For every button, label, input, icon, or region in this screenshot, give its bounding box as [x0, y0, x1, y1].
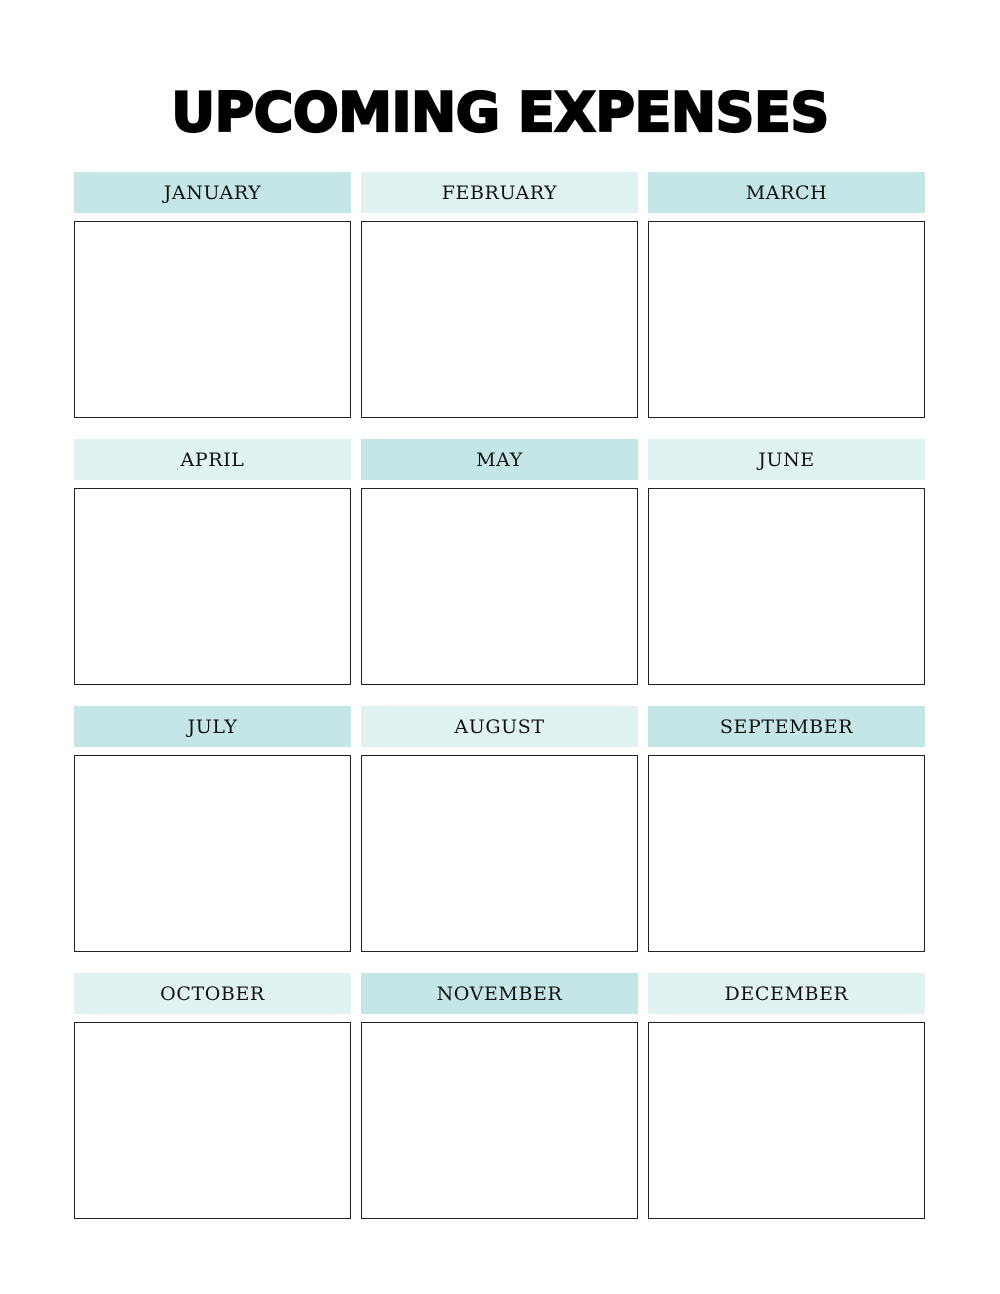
month-box-june[interactable]: [648, 488, 925, 685]
month-box-july[interactable]: [74, 755, 351, 952]
month-cell-march: [648, 172, 925, 419]
month-header-may: MAY: [361, 439, 638, 480]
month-header-october: OCTOBER: [74, 973, 351, 1014]
month-cell-november: [361, 973, 638, 1220]
month-header-july: JULY: [74, 706, 351, 747]
month-box-december[interactable]: [648, 1022, 925, 1219]
month-cell-april: [74, 439, 351, 686]
page-title: UPCOMING EXPENSES: [171, 81, 829, 144]
month-box-september[interactable]: [648, 755, 925, 952]
month-box-april[interactable]: [74, 488, 351, 685]
month-cell-december: [648, 973, 925, 1220]
month-cell-february: [361, 172, 638, 419]
month-box-january[interactable]: [74, 221, 351, 418]
month-header-september: SEPTEMBER: [648, 706, 925, 747]
month-header-november: NOVEMBER: [361, 973, 638, 1014]
month-cell-august: [361, 706, 638, 953]
month-cell-may: [361, 439, 638, 686]
month-box-march[interactable]: [648, 221, 925, 418]
months-grid: [74, 172, 926, 1220]
month-cell-july: [74, 706, 351, 953]
month-box-may[interactable]: [361, 488, 638, 685]
month-cell-june: [648, 439, 925, 686]
month-box-august[interactable]: [361, 755, 638, 952]
month-header-april: APRIL: [74, 439, 351, 480]
month-box-november[interactable]: [361, 1022, 638, 1219]
month-header-december: DECEMBER: [648, 973, 925, 1014]
month-header-february: FEBRUARY: [361, 172, 638, 213]
month-header-january: JANUARY: [74, 172, 351, 213]
month-cell-september: [648, 706, 925, 953]
month-header-june: JUNE: [648, 439, 925, 480]
month-box-october[interactable]: [74, 1022, 351, 1219]
month-box-february[interactable]: [361, 221, 638, 418]
month-cell-january: [74, 172, 351, 419]
month-header-march: MARCH: [648, 172, 925, 213]
month-cell-october: [74, 973, 351, 1220]
month-header-august: AUGUST: [361, 706, 638, 747]
